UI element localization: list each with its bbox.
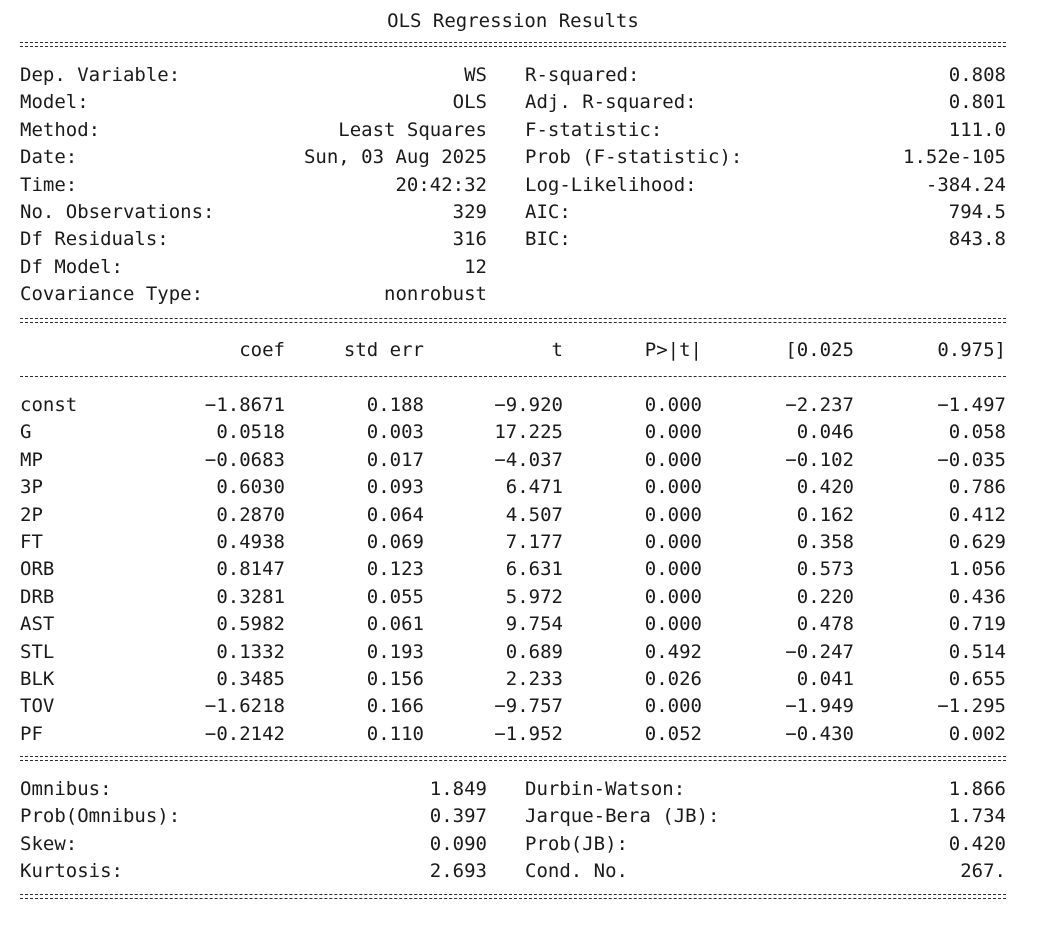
summary-row (0, 144, 1041, 170)
coef-cell: 4.507 (505, 503, 563, 526)
coef-cell: 0.069 (366, 531, 424, 553)
summary-value-right: 794.5 (948, 201, 1006, 223)
summary-label: Model: (20, 91, 89, 114)
diagnostics-label: Omnibus: (20, 778, 112, 800)
diagnostics-row (0, 831, 1041, 857)
coef-cell: 0.000 (644, 448, 702, 471)
coef-cell: 0.026 (644, 668, 702, 690)
coef-cell: 0.061 (366, 613, 424, 636)
summary-label-right: Adj. R-squared: (525, 91, 697, 114)
diagnostics-row (0, 858, 1041, 884)
coef-row (0, 584, 1041, 610)
coef-row (0, 666, 1041, 692)
summary-value-right: 0.801 (948, 91, 1006, 114)
coef-variable-name: TOV (20, 695, 55, 718)
summary-row (0, 62, 1041, 88)
double-rule-diag-top (20, 756, 1006, 761)
summary-label: Dep. Variable: (20, 64, 181, 86)
coef-row (0, 693, 1041, 719)
summary-value: 20:42:32 (395, 173, 487, 196)
summary-label-right: BIC: (525, 228, 571, 251)
coef-cell: −1.497 (937, 394, 1006, 416)
coef-cell: −0.0683 (204, 448, 285, 471)
coef-cell: −1.952 (494, 722, 563, 745)
summary-value-right: 1.52e-105 (903, 146, 1006, 169)
summary-label-right: R-squared: (525, 64, 640, 86)
coef-cell: 0.3281 (216, 585, 285, 608)
summary-label: Covariance Type: (20, 283, 204, 306)
coef-variable-name: PF (20, 722, 43, 745)
summary-row (0, 117, 1041, 143)
summary-value: 12 (464, 255, 487, 278)
coef-cell: −9.757 (494, 695, 563, 718)
coef-cell: 0.8147 (216, 558, 285, 581)
summary-label: Df Residuals: (20, 228, 169, 251)
summary-value-right: 111.0 (948, 118, 1006, 141)
coef-variable-name: DRB (20, 585, 55, 608)
coef-variable-name: ORB (20, 558, 55, 581)
coef-variable-name: const (20, 394, 78, 416)
summary-row (0, 254, 1041, 280)
coef-cell: 0.436 (948, 585, 1006, 608)
coef-cell: 0.000 (644, 558, 702, 581)
coef-cell: −1.8671 (204, 394, 285, 416)
coef-cell: 0.492 (644, 640, 702, 663)
coef-column-header: 0.975] (937, 339, 1006, 361)
diagnostics-row (0, 803, 1041, 829)
coef-cell: 0.058 (948, 421, 1006, 444)
coef-cell: 0.000 (644, 695, 702, 718)
coef-cell: −0.430 (785, 722, 854, 745)
coef-cell: 0.188 (366, 394, 424, 416)
diagnostics-value-right: 1.866 (948, 778, 1006, 800)
coef-row (0, 721, 1041, 747)
coef-cell: 0.166 (366, 695, 424, 718)
coef-row (0, 447, 1041, 473)
coef-variable-name: 2P (20, 503, 43, 526)
coef-column-header: std err (343, 339, 424, 361)
diagnostics-value-right: 1.734 (948, 805, 1006, 828)
coef-cell: 0.5982 (216, 613, 285, 636)
coef-cell: 0.064 (366, 503, 424, 526)
summary-label-right: F-statistic: (525, 118, 663, 141)
summary-value-right: 0.808 (948, 64, 1006, 86)
coef-variable-name: G (20, 421, 32, 444)
coef-cell: 0.002 (948, 722, 1006, 745)
summary-value-right: 843.8 (948, 228, 1006, 251)
coef-variable-name: BLK (20, 668, 55, 690)
coef-cell: 0.719 (948, 613, 1006, 636)
coef-cell: −4.037 (494, 448, 563, 471)
diagnostics-label-right: Cond. No. (525, 860, 628, 883)
coef-cell: 0.041 (796, 668, 854, 690)
coef-cell: 0.193 (366, 640, 424, 663)
summary-label: Df Model: (20, 255, 123, 278)
summary-row (0, 89, 1041, 115)
coef-cell: 0.017 (366, 448, 424, 471)
diagnostics-label: Skew: (20, 832, 78, 855)
coef-cell: −2.237 (785, 394, 854, 416)
coef-cell: 0.055 (366, 585, 424, 608)
coef-cell: −0.2142 (204, 722, 285, 745)
summary-label-right: Prob (F-statistic): (525, 146, 743, 169)
coef-cell: 0.123 (366, 558, 424, 581)
coef-row (0, 474, 1041, 500)
coef-column-header: [0.025 (785, 339, 854, 361)
coef-cell: 0.156 (366, 668, 424, 690)
coef-cell: 0.4938 (216, 531, 285, 553)
coef-row (0, 529, 1041, 555)
coef-column-header: coef (239, 339, 285, 361)
summary-value: Sun, 03 Aug 2025 (303, 146, 487, 169)
diagnostics-value-right: 267. (960, 860, 1006, 883)
coef-cell: 6.471 (505, 476, 563, 499)
coef-cell: 0.220 (796, 585, 854, 608)
summary-label: Method: (20, 118, 101, 141)
coef-row (0, 639, 1041, 665)
double-rule-coef-top (20, 318, 1006, 323)
diagnostics-label-right: Prob(JB): (525, 832, 628, 855)
summary-value: nonrobust (384, 283, 487, 306)
diagnostics-value: 0.397 (429, 805, 487, 828)
coef-cell: 0.000 (644, 585, 702, 608)
coef-cell: 9.754 (505, 613, 563, 636)
coef-cell: 17.225 (494, 421, 563, 444)
summary-value: WS (464, 64, 487, 86)
coef-cell: 0.358 (796, 531, 854, 553)
coef-variable-name: 3P (20, 476, 43, 499)
diagnostics-label: Kurtosis: (20, 860, 123, 883)
double-rule-bottom (20, 894, 1006, 899)
coef-cell: 7.177 (505, 531, 563, 553)
coef-row (0, 419, 1041, 445)
single-rule-coef-header (20, 376, 1006, 377)
summary-value: Least Squares (338, 118, 487, 141)
summary-value: 329 (452, 201, 487, 223)
coef-variable-name: FT (20, 531, 43, 553)
diagnostics-label-right: Jarque-Bera (JB): (525, 805, 720, 828)
coef-cell: 0.629 (948, 531, 1006, 553)
coef-cell: 0.046 (796, 421, 854, 444)
coef-cell: −0.035 (937, 448, 1006, 471)
summary-row (0, 226, 1041, 252)
coef-cell: 0.786 (948, 476, 1006, 499)
diagnostics-label-right: Durbin-Watson: (525, 778, 686, 800)
coef-cell: −1.949 (785, 695, 854, 718)
coef-variable-name: AST (20, 613, 55, 636)
coef-column-header: t (551, 339, 563, 361)
coef-cell: 0.052 (644, 722, 702, 745)
coef-cell: 2.233 (505, 668, 563, 690)
diagnostics-row (0, 776, 1041, 802)
coef-cell: 0.000 (644, 394, 702, 416)
coef-header-row (0, 337, 1041, 363)
coef-cell: 0.573 (796, 558, 854, 581)
coef-cell: −9.920 (494, 394, 563, 416)
summary-label-right: Log-Likelihood: (525, 173, 697, 196)
coef-cell: −1.295 (937, 695, 1006, 718)
coef-cell: −1.6218 (204, 695, 285, 718)
coef-cell: 1.056 (948, 558, 1006, 581)
coef-cell: 0.689 (505, 640, 563, 663)
coef-cell: −0.247 (785, 640, 854, 663)
summary-value: 316 (452, 228, 487, 251)
summary-label-right: AIC: (525, 201, 571, 223)
summary-row (0, 172, 1041, 198)
coef-cell: 0.412 (948, 503, 1006, 526)
coef-cell: 0.003 (366, 421, 424, 444)
coef-cell: −0.102 (785, 448, 854, 471)
diagnostics-value: 2.693 (429, 860, 487, 883)
coef-cell: 0.000 (644, 421, 702, 444)
summary-row (0, 281, 1041, 307)
coef-row (0, 502, 1041, 528)
coef-cell: 0.2870 (216, 503, 285, 526)
coef-cell: 6.631 (505, 558, 563, 581)
coef-cell: 0.000 (644, 531, 702, 553)
coef-cell: 0.000 (644, 503, 702, 526)
coef-cell: 0.000 (644, 476, 702, 499)
coef-cell: 0.162 (796, 503, 854, 526)
coef-row (0, 611, 1041, 637)
coef-cell: 0.3485 (216, 668, 285, 690)
coef-column-header: P>|t| (644, 339, 702, 361)
summary-value: OLS (452, 91, 487, 114)
double-rule-top (20, 42, 1006, 47)
diagnostics-value: 1.849 (429, 778, 487, 800)
coef-cell: 0.6030 (216, 476, 285, 499)
coef-cell: 0.1332 (216, 640, 285, 663)
summary-row (0, 199, 1041, 225)
coef-cell: 5.972 (505, 585, 563, 608)
summary-label: No. Observations: (20, 201, 215, 223)
summary-label: Time: (20, 173, 78, 196)
coef-cell: 0.093 (366, 476, 424, 499)
coef-cell: 0.000 (644, 613, 702, 636)
coef-row (0, 392, 1041, 418)
coef-cell: 0.420 (796, 476, 854, 499)
coef-variable-name: STL (20, 640, 55, 663)
coef-cell: 0.514 (948, 640, 1006, 663)
report-title: OLS Regression Results (387, 10, 639, 32)
diagnostics-label: Prob(Omnibus): (20, 805, 181, 828)
coef-variable-name: MP (20, 448, 43, 471)
summary-label: Date: (20, 146, 78, 169)
coef-cell: 0.478 (796, 613, 854, 636)
summary-value-right: -384.24 (925, 173, 1006, 196)
coef-cell: 0.0518 (216, 421, 285, 444)
diagnostics-value-right: 0.420 (948, 832, 1006, 855)
coef-cell: 0.110 (366, 722, 424, 745)
coef-cell: 0.655 (948, 668, 1006, 690)
diagnostics-value: 0.090 (429, 832, 487, 855)
coef-row (0, 556, 1041, 582)
